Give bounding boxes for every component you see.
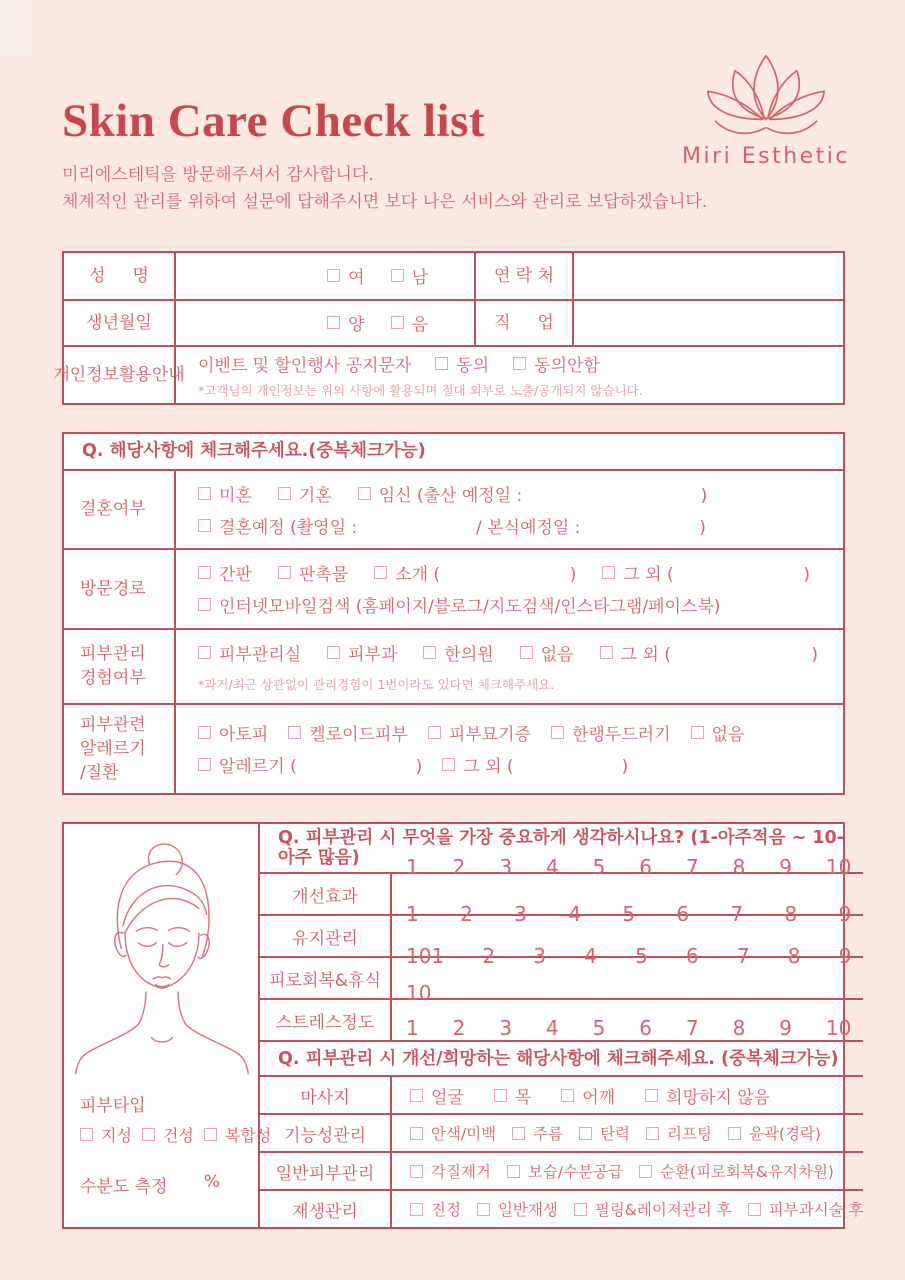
checkbox-icon[interactable] [327,269,340,282]
scale-number[interactable]: 3 [533,944,546,969]
checkbox-label: 탄력 [600,1125,631,1144]
subtitle-line-1: 미리에스테틱을 방문해주셔서 감사합니다. [62,164,374,185]
checkbox-icon[interactable] [358,487,371,500]
scale-number[interactable]: 101 [406,944,445,969]
checkbox-label: 피부과시술 후 [768,1201,864,1220]
scale-number[interactable]: 2 [452,1016,466,1041]
scale-number[interactable]: 1 [406,902,419,927]
checkbox-label: 인터넷모바일검색 (홈페이지/블로그/지도검색/인스타그램/페이스북) [219,597,721,618]
brand-logo [681,52,851,169]
checkbox-option[interactable] [374,560,576,585]
checkbox-label: 지성 [101,1126,132,1146]
checkbox-icon[interactable] [198,598,211,611]
checkbox-label: 피부과 [348,644,398,665]
option-line [198,560,810,585]
checkbox-label: 윤곽(경락) [748,1125,821,1144]
scale-numbers [406,855,852,880]
scale-fragment-clipped [406,855,852,880]
bottom-right [260,824,863,1227]
subtitle-line-2: 체계적인 관리를 위하여 설문에 답해주시면 보다 나은 서비스와 관리로 보답하겠습니다. [62,192,708,213]
checkbox-icon[interactable] [513,357,526,370]
privacy-text: 이벤트 및 할인행사 공지문자 [198,355,412,376]
checkbox-option[interactable] [435,351,489,376]
page-title: Skin Care Check list [62,95,486,147]
checkbox-label: 필링&레이저관리 후 [594,1201,732,1220]
info-value-field[interactable] [174,253,474,299]
privacy-note: *고객님의 개인정보는 위의 사항에 활용되며 절대 외부로 노출/공개되지 않습니다. [198,382,643,398]
skin-type-label: 피부타입 [80,1096,146,1117]
checkbox-label: 목 [514,1087,532,1108]
check-row-content [174,705,843,793]
face-illustration [68,832,254,1082]
check-row [64,703,843,793]
checkbox-option[interactable] [410,1083,464,1108]
wish-row-content [392,1115,863,1151]
option-line [410,1160,834,1182]
checkbox-label: 소개 ( ) [395,565,577,586]
label-line: 방문경로 [80,578,146,599]
wish-row [260,1189,863,1227]
checkbox-icon[interactable] [602,566,615,579]
checkbox-option[interactable] [198,513,706,538]
privacy-line [198,351,600,376]
scale-number[interactable]: 10 [406,981,432,1006]
checkbox-option[interactable] [423,640,493,665]
checkbox-label: 보습/수분공급 [527,1163,623,1182]
checkbox-option[interactable] [410,1198,461,1220]
privacy-content [174,345,843,403]
info-label-2: 직 업 [474,299,572,345]
checkbox-icon[interactable] [374,566,387,579]
moisture-unit: % [203,1172,220,1193]
brand-name: Miri Esthetic [681,144,851,169]
scale-number[interactable]: 5 [622,902,636,927]
scale-number[interactable]: 4 [545,855,559,880]
checkbox-option[interactable] [278,560,348,585]
checkbox-option[interactable] [551,720,671,745]
scale-numbers [406,944,852,969]
checkbox-option[interactable] [691,720,745,745]
checkbox-icon[interactable] [278,566,291,579]
checkbox-icon[interactable] [198,646,211,659]
checkbox-icon[interactable] [198,758,211,771]
rating-row-label: 개선효과 [260,874,392,914]
wish-row-content [392,1153,863,1189]
label-line: 피부관련 [80,714,146,735]
checkbox-option[interactable] [410,1122,496,1144]
scale-number[interactable]: 8 [732,1016,746,1041]
checkbox-option[interactable] [645,1083,770,1108]
checkbox-icon[interactable] [198,726,211,739]
checkbox-label: 아토피 [219,725,269,746]
option-line [198,640,818,665]
rating-row-label: 피로회복&휴식 [260,958,392,998]
scale-number[interactable]: 4 [545,1016,559,1041]
check-row [64,628,843,703]
checkbox-label: 양 [348,315,365,336]
checkbox-option[interactable] [391,310,428,335]
checkbox-label: 그 외 ( ) [463,757,629,778]
checkbox-icon[interactable] [327,316,340,329]
option-line [410,1198,863,1220]
checkbox-option[interactable] [600,640,818,665]
info-input-field[interactable] [572,253,843,299]
checkbox-label: 판촉물 [298,565,349,586]
checkbox-label: 피부관리실 [219,644,302,665]
checkbox-option[interactable] [198,560,252,585]
checkbox-icon[interactable] [410,1089,423,1102]
label-line: /질환 [80,763,119,783]
checkbox-option[interactable] [428,720,531,745]
checkbox-option[interactable] [579,1122,630,1144]
checkbox-icon[interactable] [410,1165,423,1178]
checkbox-option[interactable] [646,1122,712,1144]
wish-row [260,1113,863,1151]
checkbox-option[interactable] [520,640,574,665]
info-input-field[interactable] [572,299,843,345]
checkbox-option[interactable] [198,592,720,617]
importance-rating-rows [260,855,863,1041]
scale-numbers [406,1016,852,1041]
checkbox-label: 미혼 [219,485,252,506]
checkbox-label: 음 [411,315,428,336]
check-row-label [64,630,174,703]
checkbox-icon[interactable] [561,1089,574,1102]
check-row-label [64,550,174,628]
checkbox-icon[interactable] [391,316,404,329]
personal-info-table [53,251,845,405]
checkbox-icon[interactable] [512,1127,525,1140]
scale-number[interactable]: 10 [825,855,852,880]
checkbox-icon[interactable] [646,1127,659,1140]
subtitle [62,162,845,217]
checkbox-icon[interactable] [574,1203,587,1216]
check-row-content [174,630,843,703]
check-row-label [64,705,174,793]
check-row-content [174,550,843,628]
checkbox-label: 그 외 ( ) [623,565,810,586]
scale-number[interactable]: 3 [514,902,527,927]
scale-number[interactable]: 6 [685,944,699,969]
face-panel [64,824,272,1227]
scale-number[interactable]: 6 [639,855,653,880]
checkbox-label: 결혼예정 (촬영일 : / 본식예정일 : ) [219,517,706,538]
checkbox-label: 복합성 [224,1126,272,1146]
corner-artifact [0,0,30,54]
checkbox-label: 순환(피로회복&유지차원) [659,1163,834,1182]
wish-rows [260,1075,863,1227]
checkbox-label: 한의원 [444,644,494,665]
importance-header: Q. 피부관리 시 무엇을 가장 중요하게 생각하시나요? (1-아주적음 ~ 10-아주 많음) [278,828,844,869]
checkbox-icon[interactable] [391,269,404,282]
checkbox-icon[interactable] [494,1089,507,1102]
checkbox-icon[interactable] [204,1128,217,1141]
checkbox-label: 안색/미백 [431,1125,497,1144]
moisture-row [80,1172,254,1197]
scale-number[interactable]: 6 [639,1016,653,1041]
scale-number[interactable]: 9 [779,1016,792,1041]
scale-number[interactable]: 6 [676,902,690,927]
checkbox-label: 리프팅 [667,1125,712,1144]
option-line [410,1122,821,1144]
checkbox-label: 그 외 ( ) [620,644,818,665]
checkbox-label: 건성 [162,1126,194,1146]
checkbox-option[interactable] [80,1123,132,1146]
checkbox-label: 켈로이드피부 [309,725,408,746]
wish-row-label: 기능성관리 [260,1115,392,1151]
info-check-options [327,263,428,288]
scale-number[interactable]: 7 [736,944,750,969]
checkbox-label: 각질제거 [431,1163,491,1182]
checkbox-icon[interactable] [142,1128,155,1141]
checkbox-option[interactable] [512,1122,563,1144]
checkbox-label: 알레르기 ( ) [219,757,423,778]
label-line: 알레르기 [80,738,146,759]
checkbox-option[interactable] [391,263,428,288]
checkbox-label: 진정 [431,1201,461,1220]
option-line [198,481,707,506]
label-line: 피부관리 [80,644,146,665]
checkbox-option[interactable] [204,1123,271,1146]
checkbox-option[interactable] [507,1160,623,1182]
checkbox-option[interactable] [513,351,600,376]
scale-number[interactable]: 5 [592,855,606,880]
option-line [198,513,706,538]
checkbox-label: 기혼 [298,485,332,506]
checkbox-icon[interactable] [442,758,455,771]
checkbox-option[interactable] [442,752,628,777]
checkbox-option[interactable] [198,720,268,745]
checkbox-option[interactable] [639,1160,834,1182]
checkbox-option[interactable] [198,481,252,506]
scale-number[interactable]: 8 [732,855,746,880]
checkbox-label: 일반재생 [497,1201,558,1220]
scale-number[interactable]: 9 [838,944,852,969]
check-row [64,469,843,548]
checkbox-label: 주름 [533,1125,564,1144]
checkbox-label: 희망하지 않음 [666,1087,771,1108]
moisture-label: 수분도 측정 [80,1177,168,1198]
checkbox-label: 임신 (출산 예정일 : ) [378,485,708,506]
check-section-table [62,432,845,795]
checkbox-icon[interactable] [288,726,301,739]
info-check-options [327,310,428,335]
scale-number[interactable]: 3 [499,855,513,880]
checkbox-option[interactable] [198,640,301,665]
scale-number[interactable]: 8 [784,902,798,927]
checkbox-label: 어깨 [582,1087,616,1108]
scale-number[interactable]: 4 [584,944,597,969]
checkbox-label: 한랭두드러기 [571,725,671,746]
privacy-label [53,345,185,403]
scale-number[interactable]: 8 [787,944,801,969]
scale-number[interactable]: 2 [452,855,466,880]
checkbox-icon[interactable] [410,1203,423,1216]
checkbox-option[interactable] [198,752,422,777]
checkbox-option[interactable] [288,720,408,745]
scale-number[interactable]: 4 [568,902,581,927]
checkbox-option[interactable] [327,640,397,665]
checkbox-label: 얼굴 [431,1087,464,1108]
checkbox-option[interactable] [574,1198,732,1220]
checkbox-option[interactable] [410,1160,491,1182]
wish-row-label: 마사지 [260,1077,392,1113]
label-line: 경험여부 [80,668,146,689]
scale-number[interactable]: 3 [499,1016,513,1041]
checkbox-icon[interactable] [507,1165,520,1178]
checkbox-icon[interactable] [520,646,533,659]
checkbox-icon[interactable] [327,646,340,659]
checkbox-label: 피부묘기증 [448,725,531,746]
option-line [410,1083,770,1108]
scale-number[interactable]: 9 [779,855,792,880]
scale-number[interactable]: 2 [460,902,473,927]
checkbox-label: 동의 [456,355,490,376]
checkbox-label: 간판 [219,565,252,586]
scale-numbers [406,902,852,927]
checkbox-option[interactable] [327,263,364,288]
checkbox-option[interactable] [327,310,364,335]
checkbox-icon[interactable] [198,487,211,500]
check-section-rows [64,469,843,793]
checkbox-icon[interactable] [728,1127,741,1140]
checkbox-icon[interactable] [645,1089,658,1102]
scale-number[interactable]: 7 [685,1016,699,1041]
note-text: *과거/최근 상관없이 관리경험이 1번이라도 있다면 체크해주세요. [198,676,555,692]
checkbox-icon[interactable] [423,646,436,659]
checkbox-icon[interactable] [600,646,613,659]
wish-row-content [392,1077,863,1113]
checkbox-icon[interactable] [198,519,211,532]
checkbox-option[interactable] [728,1122,821,1144]
wish-header: Q. 피부관리 시 개선/희망하는 해당사항에 체크해주세요. (중복체크가능) [260,1040,863,1075]
scale-number[interactable]: 2 [482,944,496,969]
privacy-label-line: 활용안내 [119,364,185,385]
checkbox-icon[interactable] [435,357,448,370]
wish-row [260,1075,863,1113]
checkbox-icon[interactable] [639,1165,652,1178]
checkbox-label: 없음 [711,725,745,746]
check-row-label [64,471,174,548]
checkbox-icon[interactable] [428,726,441,739]
option-line [198,592,720,617]
page-header [62,0,851,217]
bottom-table [62,822,864,1229]
checkbox-option[interactable] [358,481,707,506]
checkbox-icon[interactable] [198,566,211,579]
checkbox-icon[interactable] [551,726,564,739]
checkbox-option[interactable] [494,1083,531,1108]
wish-row-content [392,1191,863,1227]
checkbox-label: 없음 [540,644,574,665]
info-value-field[interactable] [174,299,474,345]
checkbox-option[interactable] [561,1083,615,1108]
checkbox-label: 동의안함 [534,355,600,376]
wish-row-label: 재생관리 [260,1191,392,1227]
skin-type-options [80,1123,272,1146]
checkbox-icon[interactable] [748,1203,761,1216]
scale-number[interactable]: 5 [635,944,648,969]
checkbox-icon[interactable] [410,1127,423,1140]
wish-row [260,1151,863,1189]
checkbox-icon[interactable] [477,1203,490,1216]
info-label: 성 명 [89,265,149,286]
privacy-label-line: 개인정보 [53,364,119,385]
checkbox-option[interactable] [602,560,810,585]
option-line [198,752,628,777]
checkbox-label: 남 [411,268,428,289]
lotus-icon [691,52,841,140]
checkbox-option[interactable] [142,1123,194,1146]
scale-number[interactable]: 1 [406,1016,419,1041]
rating-row-label: 유지관리 [260,916,392,956]
checkbox-icon[interactable] [80,1128,93,1141]
check-row [64,548,843,628]
scale-number[interactable]: 5 [592,1016,606,1041]
checkbox-label: 여 [348,268,365,289]
check-section-header: Q. 해당사항에 체크해주세요.(중복체크가능) [82,441,426,462]
checkbox-icon[interactable] [278,487,291,500]
label-line: 결혼여부 [80,499,146,520]
checkbox-option[interactable] [477,1198,558,1220]
scale-number[interactable]: 10 [825,1016,852,1041]
checkbox-icon[interactable] [691,726,704,739]
skin-type-block [80,1091,272,1198]
scale-number[interactable]: 9 [838,902,852,927]
checkbox-icon[interactable] [579,1127,592,1140]
checkbox-option[interactable] [278,481,332,506]
rating-row-label: 스트레스정도 [260,1000,392,1040]
check-row-content [174,471,843,548]
wish-row-label: 일반피부관리 [260,1153,392,1189]
info-label-2: 연 락 처 [474,253,572,299]
checkbox-option[interactable] [748,1198,864,1220]
scale-number[interactable]: 7 [685,855,699,880]
scale-number[interactable]: 1 [406,855,419,880]
option-line [198,720,744,745]
scale-number[interactable]: 7 [730,902,744,927]
info-label: 생년월일 [64,299,174,345]
